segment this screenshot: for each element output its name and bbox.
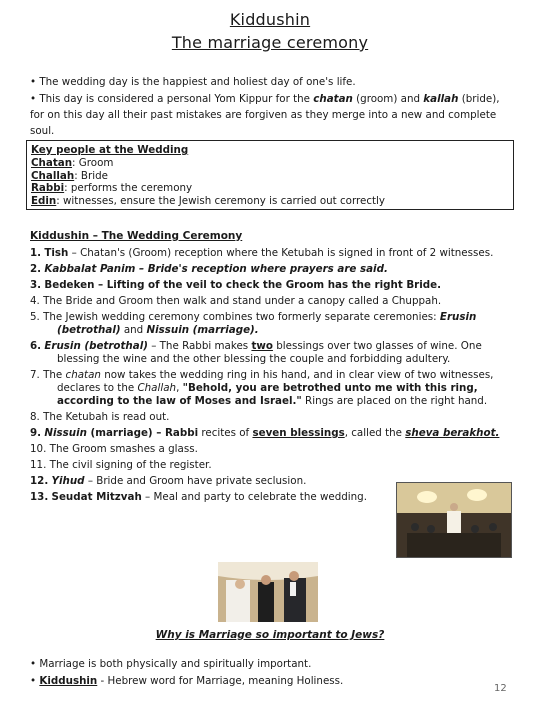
intro-bullet-2: • This day is considered a personal Yom Kippur for the chatan (groom) and kallah (bride), for on this day all their past mistakes are forgiven as they merge into a new and complete soul. (30, 93, 500, 137)
key-people-heading: Key people at the Wedding (31, 144, 189, 156)
page-number: 12 (494, 683, 507, 694)
step-2: 2. Kabbalat Panim – Bride's reception where prayers are said. (30, 263, 388, 275)
step-4: 4. The Bride and Groom then walk and stand under a canopy called a Chuppah. (30, 295, 442, 307)
intro-bullet-1: • The wedding day is the happiest and holiest day of one's life. (30, 76, 356, 88)
step-11: 11. The civil signing of the register. (30, 458, 212, 471)
step-8: 8. The Ketubah is read out. (30, 410, 170, 423)
ceremony-steps (30, 247, 508, 507)
page-title: Kiddushin (229, 10, 311, 29)
footer-bullets (30, 656, 343, 690)
key-person-row: Rabbi: performs the ceremony (31, 182, 193, 195)
why-heading: Why is Marriage so important to Jews? (155, 629, 385, 641)
chuppah-couple-photo (218, 562, 318, 622)
intro-bullets (30, 74, 510, 140)
key-people-box (26, 140, 514, 210)
step-7: 7. The chatan now takes the wedding ring in his hand, and in clear view of two witnesses, declares to the Challah, "Behold, you are betrothed unto me with this ring, according to the law of Moses and Israel." Rings are placed on the right hand. (30, 368, 494, 407)
step-3: 3. Bedeken – Lifting of the veil to check the Groom has the right Bride. (30, 279, 442, 291)
key-person-row: Challah: Bride (31, 169, 108, 182)
step-1: 1. Tish – Chatan's (Groom) reception where the Ketubah is signed in front of 2 witnesses. (30, 247, 494, 259)
wedding-hall-photo (396, 482, 512, 558)
page-subtitle: The marriage ceremony (171, 33, 369, 52)
footer-bullet-1: • Marriage is both physically and spiritually important. (30, 658, 312, 670)
step-9: 9. Nissuin (marriage) – Rabbi recites of seven blessings, called the sheva berakhot. (30, 426, 500, 439)
key-person-row: Chatan: Groom (31, 156, 114, 169)
ceremony-heading: Kiddushin – The Wedding Ceremony (30, 230, 243, 242)
key-person-row: Edin: witnesses, ensure the Jewish ceremony is carried out correctly (31, 195, 385, 208)
step-12: 12. Yihud – Bride and Groom have private seclusion. (30, 474, 307, 487)
step-13: 13. Seudat Mitzvah – Meal and party to celebrate the wedding. (30, 490, 367, 503)
step-6: 6. Erusin (betrothal) – The Rabbi makes two blessings over two glasses of wine. One blessing the wine and the other blessing the couple and forbidding adultery. (30, 339, 482, 365)
step-10: 10. The Groom smashes a glass. (30, 442, 198, 455)
footer-bullet-2: • Kiddushin - Hebrew word for Marriage, meaning Holiness. (30, 675, 344, 687)
step-5: 5. The Jewish wedding ceremony combines two formerly separate ceremonies: Erusin (betrothal) and Nissuin (marriage). (30, 311, 477, 336)
